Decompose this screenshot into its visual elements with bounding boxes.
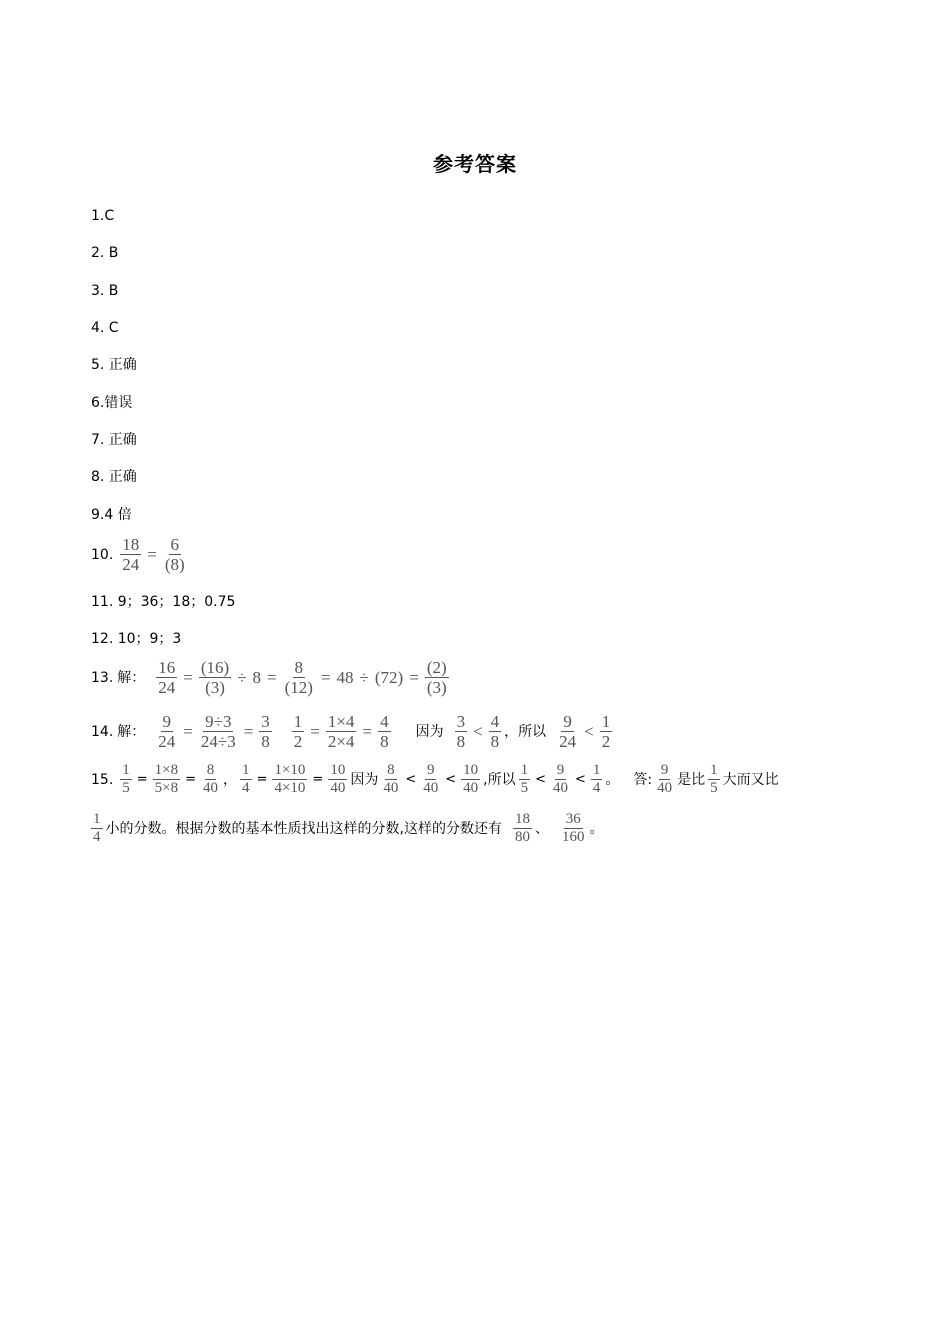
fraction: $\frac{9}{40}$ xyxy=(657,762,673,796)
fraction: $\frac{3}{8}$ xyxy=(261,712,270,751)
fraction: $\frac{8}{40}$ xyxy=(203,762,219,796)
equals-sign: = xyxy=(147,544,157,564)
equals-sign: = xyxy=(310,721,320,741)
fraction: $\frac{1}{5}$ xyxy=(122,762,130,796)
fraction: $\frac{4}{8}$ xyxy=(490,712,500,751)
fraction: $\frac{18}{80}$ xyxy=(514,811,530,845)
answer-12: 12. 10；9；3 xyxy=(91,631,182,647)
fraction: $\frac{1\times 10}{4\times 10}$ xyxy=(274,762,306,796)
answer-5: 5. 正确 xyxy=(91,357,137,373)
value: 48 xyxy=(336,667,354,687)
separator: 、 xyxy=(534,820,549,837)
less-than-sign: < xyxy=(535,771,546,787)
period: 。 xyxy=(605,771,620,788)
fraction: $\frac{8}{(12)}$ xyxy=(284,658,313,697)
answer-14-number: 14. xyxy=(91,723,114,740)
fraction: $\frac{(16)}{(3)}$ xyxy=(200,658,230,697)
equals-sign: = xyxy=(183,721,193,741)
so-text: ，所以 xyxy=(504,723,547,740)
answer-4: 4. C xyxy=(91,320,119,336)
solution-label: 解： xyxy=(117,723,146,740)
fraction: $\frac{1}{2}$ xyxy=(293,712,303,751)
answer-text: 是比 xyxy=(677,771,706,788)
fraction: $\frac{1}{4}$ xyxy=(242,762,250,796)
answer-15-number: 15. xyxy=(91,771,114,788)
answer-1: 1.C xyxy=(91,208,115,224)
fraction: $\frac{(2)}{(3)}$ xyxy=(426,658,447,697)
answer-text: 大而又比 xyxy=(722,771,779,788)
answer-3: 3. B xyxy=(91,283,119,299)
answer-text: 小的分数。根据分数的基本性质找出这样的分数,这样的分数还有 xyxy=(105,820,502,837)
fraction: $\frac{10}{40}$ xyxy=(463,762,479,796)
equals-sign: = xyxy=(185,771,197,787)
answer-15 xyxy=(91,763,779,796)
less-than-sign: < xyxy=(473,721,483,741)
equals-sign: = xyxy=(320,667,331,687)
equals-sign: = xyxy=(409,667,419,687)
answer-14 xyxy=(91,713,615,750)
fraction: $\frac{9}{40}$ xyxy=(553,762,568,796)
answer-15-continued xyxy=(91,812,603,845)
answer-9: 9.4 倍 xyxy=(91,507,132,523)
answer-7: 7. 正确 xyxy=(91,432,137,448)
value: (72) xyxy=(374,667,404,687)
fraction: $\frac{9}{24}$ xyxy=(559,712,577,751)
page-title: 参考答案 xyxy=(433,152,517,176)
fraction: $\frac{16}{24}$ xyxy=(158,658,176,697)
equals-sign: = xyxy=(256,771,268,787)
because-text: 因为 xyxy=(350,771,379,788)
fraction: $\frac{1}{4}$ xyxy=(93,811,101,845)
value: 8 xyxy=(252,667,262,687)
answer-13-number: 13. xyxy=(91,669,114,686)
fraction: $\frac{3}{8}$ xyxy=(456,712,466,751)
less-than-sign: < xyxy=(584,721,594,741)
comma: ， xyxy=(223,771,238,788)
less-than-sign: < xyxy=(405,771,417,787)
less-than-sign: < xyxy=(445,771,457,787)
fraction: $\frac{9\div 3}{24\div 3}$ xyxy=(200,712,236,751)
so-text: ,所以 xyxy=(483,771,516,788)
because-text: 因为 xyxy=(415,723,444,740)
fraction: $\frac{1\times 4}{2\times 4}$ xyxy=(327,712,355,751)
fraction: $\frac{1}{4}$ xyxy=(592,762,601,796)
fraction: $\frac{1\times 8}{5\times 8}$ xyxy=(154,762,179,796)
fraction: $\frac{8}{40}$ xyxy=(383,762,399,796)
answer-6: 6.错误 xyxy=(91,395,133,411)
answer-8: 8. 正确 xyxy=(91,469,137,485)
fraction: $\frac{9}{24}$ xyxy=(158,712,176,751)
divide-sign: ÷ xyxy=(237,667,247,687)
fraction: $\frac{1}{5}$ xyxy=(710,762,718,796)
equals-sign: = xyxy=(362,721,373,741)
answer-2: 2. B xyxy=(91,245,119,261)
answer-13 xyxy=(91,659,452,696)
solution-label: 解： xyxy=(117,669,146,686)
fraction: $\frac{1}{5}$ xyxy=(520,762,529,796)
period: 。 xyxy=(589,820,604,837)
fraction: $\frac{1}{2}$ xyxy=(601,712,611,751)
equals-sign: = xyxy=(312,771,324,787)
fraction: $\frac{4}{8}$ xyxy=(380,712,389,751)
answer-10-number: 10. xyxy=(91,546,114,563)
fraction: $\frac{36}{160}$ xyxy=(561,811,585,845)
less-than-sign: < xyxy=(575,771,586,787)
answer-label: 答: xyxy=(633,771,653,788)
equals-sign: = xyxy=(267,667,277,687)
fraction: $\frac{18}{24}$ xyxy=(122,535,140,574)
equals-sign: = xyxy=(183,667,193,687)
fraction: $\frac{9}{40}$ xyxy=(423,762,439,796)
answer-10 xyxy=(91,536,190,573)
divide-sign: ÷ xyxy=(359,667,369,687)
answer-11: 11. 9；36；18；0.75 xyxy=(91,594,236,610)
equals-sign: = xyxy=(136,771,148,787)
fraction: $\frac{10}{40}$ xyxy=(330,762,346,796)
fraction: $\frac{6}{(8)}$ xyxy=(164,535,185,574)
equals-sign: = xyxy=(243,721,254,741)
